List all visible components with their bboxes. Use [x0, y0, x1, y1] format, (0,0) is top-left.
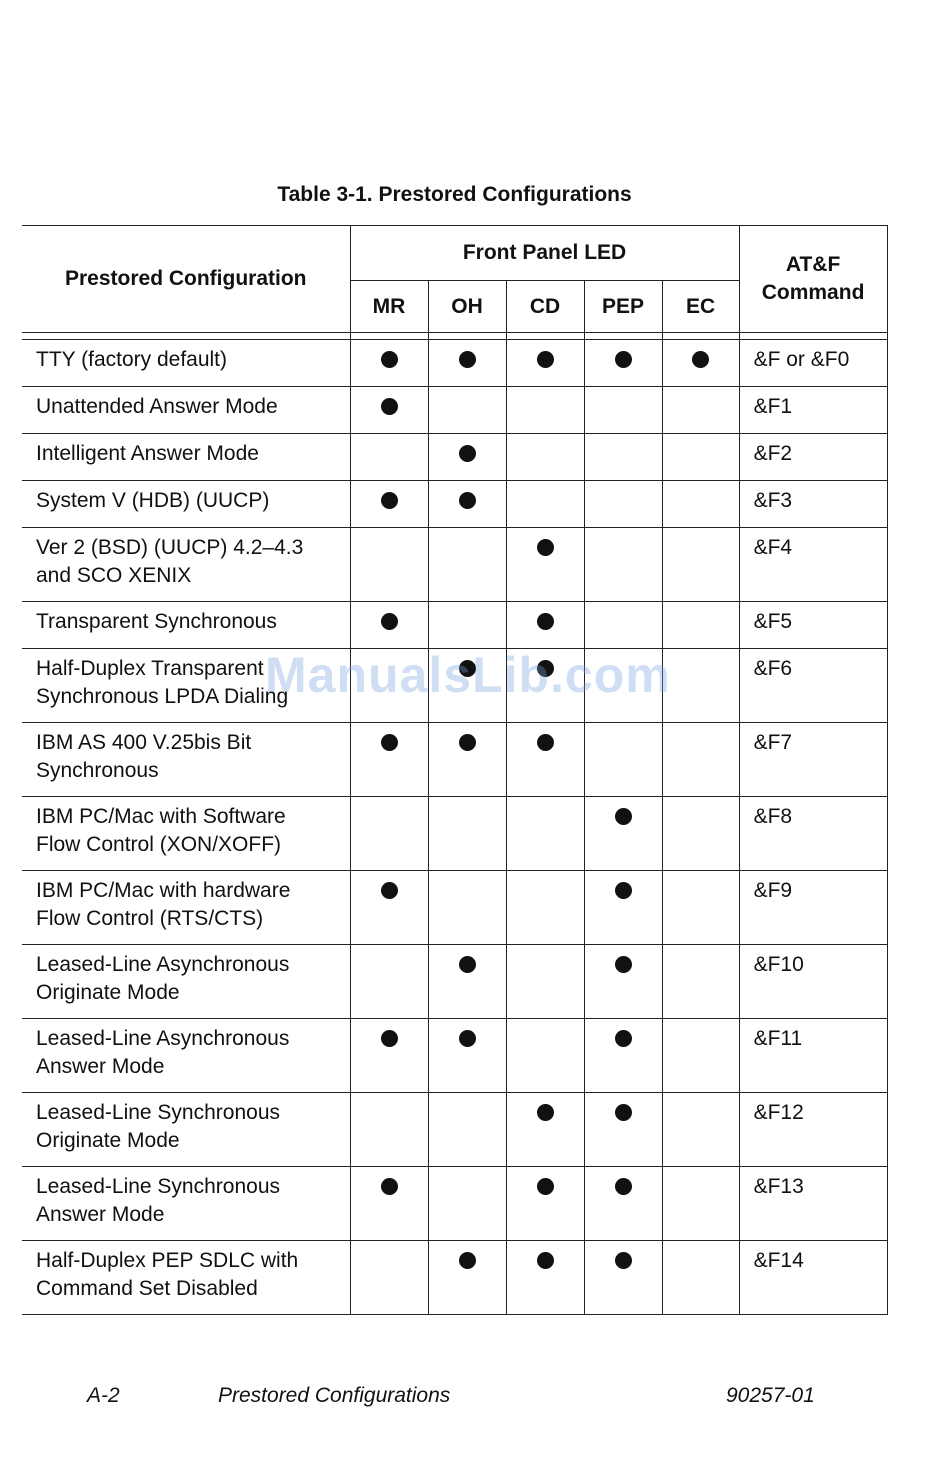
header-led-ec: EC — [662, 281, 739, 333]
config-name-cell — [22, 1093, 350, 1167]
table-row — [22, 945, 887, 1019]
command-cell: &F1 — [739, 387, 887, 434]
led-cell-pep — [584, 649, 662, 723]
led-on-dot-icon — [615, 1030, 632, 1047]
led-on-dot-icon — [615, 351, 632, 368]
header-front-panel-led: Front Panel LED — [350, 226, 739, 281]
config-name-cell — [22, 649, 350, 723]
led-on-dot-icon — [615, 808, 632, 825]
led-cell-mr — [350, 481, 428, 528]
led-on-dot-icon — [381, 613, 398, 630]
config-name-cell — [22, 1019, 350, 1093]
watermark: ManualsLib.com — [265, 647, 671, 703]
led-cell-mr — [350, 945, 428, 1019]
led-cell-oh — [428, 797, 506, 871]
command-cell: &F14 — [739, 1241, 887, 1315]
command-cell: &F3 — [739, 481, 887, 528]
table-row — [22, 1019, 887, 1093]
table-row — [22, 387, 887, 434]
config-name-line1: Ver 2 (BSD) (UUCP) 4.2–4.3 — [36, 536, 304, 559]
led-cell-pep — [584, 340, 662, 387]
led-on-dot-icon — [537, 539, 554, 556]
led-cell-cd — [506, 797, 584, 871]
config-name-line2: and SCO XENIX — [36, 564, 192, 587]
led-cell-oh — [428, 1241, 506, 1315]
led-cell-oh — [428, 871, 506, 945]
led-cell-oh — [428, 434, 506, 481]
led-on-dot-icon — [381, 492, 398, 509]
command-cell: &F5 — [739, 602, 887, 649]
led-on-dot-icon — [381, 1178, 398, 1195]
config-name-line1: Intelligent Answer Mode — [36, 442, 259, 465]
led-cell-pep — [584, 602, 662, 649]
led-cell-cd — [506, 434, 584, 481]
led-cell-ec — [662, 1167, 739, 1241]
table-row — [22, 1093, 887, 1167]
table-title: Table 3-1. Prestored Configurations — [277, 183, 632, 206]
led-cell-pep — [584, 528, 662, 602]
config-name-cell — [22, 797, 350, 871]
header-command-line2: Command — [761, 281, 865, 304]
command-cell: &F13 — [739, 1167, 887, 1241]
led-on-dot-icon — [381, 351, 398, 368]
led-cell-oh — [428, 602, 506, 649]
config-name-line1: Half-Duplex Transparent — [36, 657, 264, 680]
header-led-oh: OH — [428, 281, 506, 333]
led-on-dot-icon — [381, 882, 398, 899]
led-on-dot-icon — [537, 613, 554, 630]
led-cell-mr — [350, 1019, 428, 1093]
command-cell: &F8 — [739, 797, 887, 871]
led-on-dot-icon — [692, 351, 709, 368]
table-row — [22, 649, 887, 723]
config-name-cell — [22, 481, 350, 528]
led-cell-ec — [662, 602, 739, 649]
led-cell-oh — [428, 528, 506, 602]
led-on-dot-icon — [537, 351, 554, 368]
config-name-line2: Synchronous LPDA Dialing — [36, 685, 289, 708]
led-cell-cd — [506, 945, 584, 1019]
led-cell-pep — [584, 945, 662, 1019]
table-row — [22, 1167, 887, 1241]
led-cell-cd — [506, 528, 584, 602]
led-cell-ec — [662, 945, 739, 1019]
footer-section-title: Prestored Configurations — [218, 1384, 451, 1407]
led-cell-ec — [662, 528, 739, 602]
config-name-line1: Transparent Synchronous — [36, 610, 277, 633]
led-cell-ec — [662, 649, 739, 723]
led-cell-ec — [662, 1241, 739, 1315]
config-name-line1: Half-Duplex PEP SDLC with — [36, 1249, 299, 1272]
led-on-dot-icon — [537, 1104, 554, 1121]
led-cell-oh — [428, 340, 506, 387]
config-name-cell — [22, 723, 350, 797]
led-cell-mr — [350, 434, 428, 481]
led-cell-oh — [428, 387, 506, 434]
led-on-dot-icon — [459, 734, 476, 751]
led-cell-cd — [506, 723, 584, 797]
led-cell-oh — [428, 481, 506, 528]
footer-page-number: A-2 — [87, 1384, 120, 1407]
led-on-dot-icon — [615, 1178, 632, 1195]
command-cell: &F11 — [739, 1019, 887, 1093]
led-cell-ec — [662, 481, 739, 528]
led-cell-mr — [350, 871, 428, 945]
led-cell-oh — [428, 1093, 506, 1167]
header-config: Prestored Configuration — [22, 226, 350, 333]
header-separator — [22, 333, 887, 340]
header-command-line1: AT&F — [785, 253, 841, 276]
led-cell-oh — [428, 1167, 506, 1241]
led-cell-cd — [506, 1093, 584, 1167]
table-row — [22, 1241, 887, 1315]
config-name-cell — [22, 387, 350, 434]
config-name-line1: IBM AS 400 V.25bis Bit — [36, 731, 252, 754]
table-body — [22, 340, 887, 1315]
config-name-line2: Originate Mode — [36, 1129, 180, 1152]
led-cell-pep — [584, 723, 662, 797]
config-name-line2: Originate Mode — [36, 981, 180, 1004]
led-on-dot-icon — [537, 660, 554, 677]
table-row — [22, 602, 887, 649]
footer-doc-number: 90257-01 — [726, 1384, 815, 1407]
led-cell-ec — [662, 434, 739, 481]
config-name-line2: Flow Control (XON/XOFF) — [36, 833, 282, 856]
command-cell: &F10 — [739, 945, 887, 1019]
header-led-mr: MR — [350, 281, 428, 333]
table-row — [22, 528, 887, 602]
table-row — [22, 481, 887, 528]
led-cell-cd — [506, 1167, 584, 1241]
config-name-line1: Leased-Line Synchronous — [36, 1101, 281, 1124]
led-on-dot-icon — [459, 492, 476, 509]
led-cell-pep — [584, 434, 662, 481]
config-name-line1: Leased-Line Asynchronous — [36, 953, 290, 976]
config-name-line2: Flow Control (RTS/CTS) — [36, 907, 264, 930]
led-on-dot-icon — [537, 734, 554, 751]
led-cell-ec — [662, 871, 739, 945]
config-name-cell — [22, 1241, 350, 1315]
table-row — [22, 723, 887, 797]
command-cell: &F2 — [739, 434, 887, 481]
led-cell-pep — [584, 1167, 662, 1241]
led-on-dot-icon — [537, 1178, 554, 1195]
led-cell-oh — [428, 1019, 506, 1093]
config-name-line1: TTY (factory default) — [36, 348, 228, 371]
command-cell: &F9 — [739, 871, 887, 945]
led-cell-mr — [350, 387, 428, 434]
led-cell-mr — [350, 602, 428, 649]
config-name-line1: Leased-Line Synchronous — [36, 1175, 281, 1198]
led-on-dot-icon — [459, 660, 476, 677]
header-led-cd: CD — [506, 281, 584, 333]
led-cell-mr — [350, 340, 428, 387]
led-cell-cd — [506, 602, 584, 649]
led-on-dot-icon — [615, 1252, 632, 1269]
config-name-line2: Answer Mode — [36, 1203, 165, 1226]
led-on-dot-icon — [459, 1252, 476, 1269]
led-cell-pep — [584, 797, 662, 871]
config-name-line1: Leased-Line Asynchronous — [36, 1027, 290, 1050]
led-cell-mr — [350, 723, 428, 797]
led-on-dot-icon — [381, 398, 398, 415]
led-cell-mr — [350, 1093, 428, 1167]
command-cell: &F or &F0 — [739, 340, 887, 387]
command-cell: &F4 — [739, 528, 887, 602]
led-on-dot-icon — [615, 882, 632, 899]
led-cell-pep — [584, 1019, 662, 1093]
led-cell-cd — [506, 649, 584, 723]
table-row — [22, 340, 887, 387]
led-cell-ec — [662, 1019, 739, 1093]
prestored-config-table — [22, 225, 888, 1315]
led-cell-cd — [506, 387, 584, 434]
led-on-dot-icon — [381, 1030, 398, 1047]
led-cell-oh — [428, 723, 506, 797]
led-cell-pep — [584, 1241, 662, 1315]
config-name-cell — [22, 528, 350, 602]
table-row — [22, 434, 887, 481]
config-name-line1: IBM PC/Mac with hardware — [36, 879, 291, 902]
led-cell-ec — [662, 1093, 739, 1167]
led-cell-oh — [428, 649, 506, 723]
led-cell-pep — [584, 1093, 662, 1167]
config-name-cell — [22, 602, 350, 649]
header-led-pep: PEP — [584, 281, 662, 333]
led-on-dot-icon — [537, 1252, 554, 1269]
led-cell-oh — [428, 945, 506, 1019]
led-cell-ec — [662, 387, 739, 434]
led-on-dot-icon — [459, 351, 476, 368]
led-cell-mr — [350, 649, 428, 723]
led-cell-ec — [662, 723, 739, 797]
led-cell-mr — [350, 797, 428, 871]
led-cell-cd — [506, 1019, 584, 1093]
config-name-line1: IBM PC/Mac with Software — [36, 805, 286, 828]
led-on-dot-icon — [459, 956, 476, 973]
led-cell-pep — [584, 387, 662, 434]
led-on-dot-icon — [459, 1030, 476, 1047]
command-cell: &F7 — [739, 723, 887, 797]
config-name-line2: Synchronous — [36, 759, 159, 782]
led-cell-cd — [506, 871, 584, 945]
command-cell: &F6 — [739, 649, 887, 723]
led-cell-ec — [662, 340, 739, 387]
led-on-dot-icon — [615, 1104, 632, 1121]
led-cell-cd — [506, 340, 584, 387]
config-name-cell — [22, 945, 350, 1019]
config-name-line2: Command Set Disabled — [36, 1277, 258, 1300]
led-cell-cd — [506, 481, 584, 528]
config-name-cell — [22, 434, 350, 481]
led-cell-mr — [350, 528, 428, 602]
header-command — [739, 226, 887, 333]
led-on-dot-icon — [381, 734, 398, 751]
led-cell-pep — [584, 871, 662, 945]
led-cell-pep — [584, 481, 662, 528]
config-name-cell — [22, 871, 350, 945]
led-on-dot-icon — [615, 956, 632, 973]
table-row — [22, 797, 887, 871]
led-cell-mr — [350, 1241, 428, 1315]
command-cell: &F12 — [739, 1093, 887, 1167]
led-on-dot-icon — [459, 445, 476, 462]
config-name-line1: System V (HDB) (UUCP) — [36, 489, 270, 512]
led-cell-ec — [662, 797, 739, 871]
config-name-line2: Answer Mode — [36, 1055, 165, 1078]
led-cell-cd — [506, 1241, 584, 1315]
config-name-cell — [22, 1167, 350, 1241]
table-row — [22, 871, 887, 945]
config-name-cell — [22, 340, 350, 387]
led-cell-mr — [350, 1167, 428, 1241]
config-name-line1: Unattended Answer Mode — [36, 395, 278, 418]
